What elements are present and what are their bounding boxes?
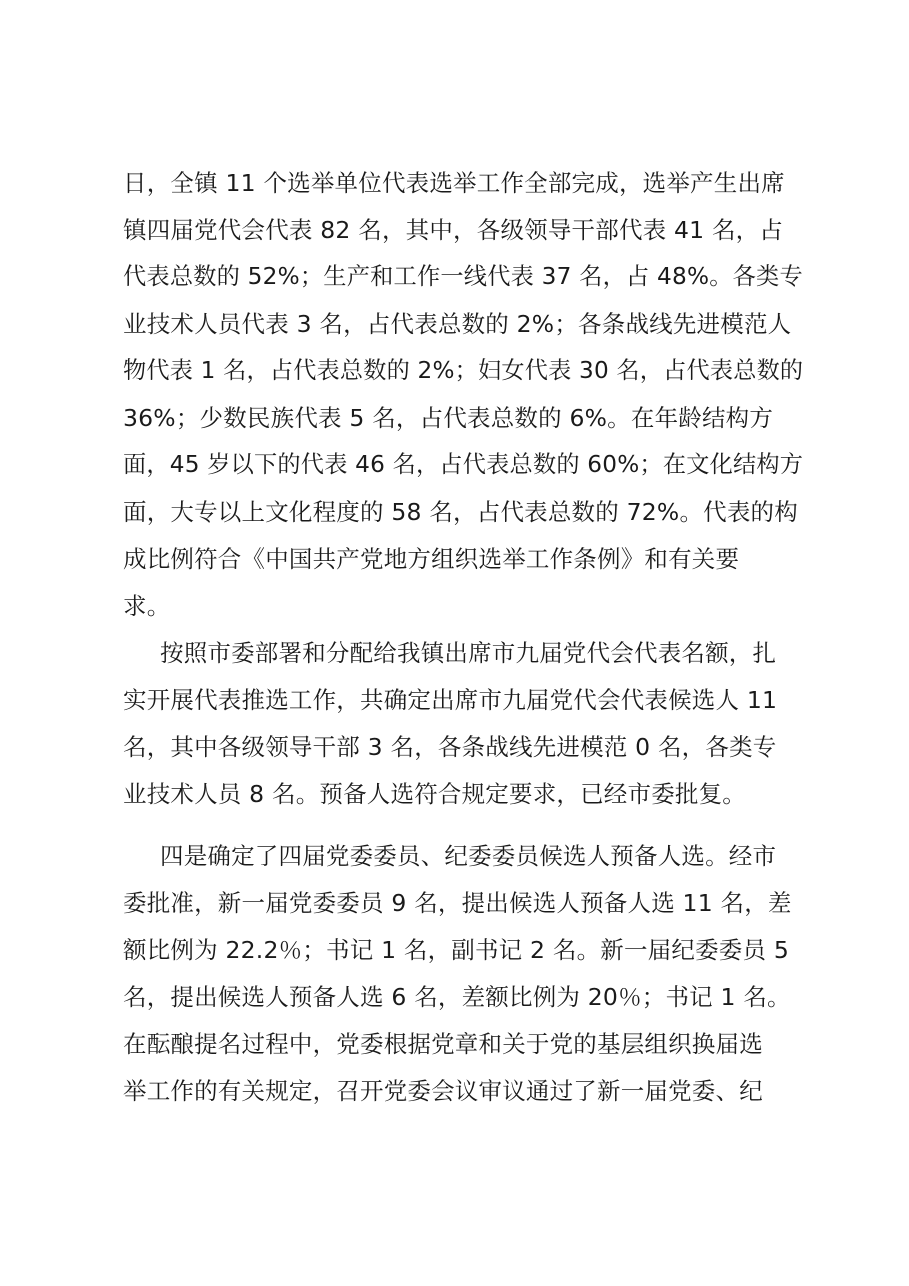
paragraph-1-line-3: 代表总数的 52%；生产和工作一线代表 37 名，占 48%。各类专 bbox=[123, 263, 803, 290]
paragraph-1-line-9: 成比例符合《中国共产党地方组织选举工作条例》和有关要 bbox=[123, 545, 740, 573]
paragraph-1-line-8: 面，大专以上文化程度的 58 名，占代表总数的 72%。代表的构 bbox=[123, 498, 798, 526]
paragraph-3-line-2: 委批准，新一届党委委员 9 名，提出候选人预备人选 11 名，差 bbox=[123, 889, 792, 917]
paragraph-1-line-10: 求。 bbox=[123, 592, 171, 620]
paragraph-2-line-1: 按照市委部署和分配给我镇出席市九届党代会代表名额，扎 bbox=[160, 639, 777, 667]
paragraph-1-line-2: 镇四届党代会代表 82 名，其中，各级领导干部代表 41 名，占 bbox=[123, 216, 784, 244]
paragraph-1-line-5: 物代表 1 名，占代表总数的 2%；妇女代表 30 名，占代表总数的 bbox=[123, 358, 804, 384]
paragraph-3-line-5: 在酝酿提名过程中，党委根据党章和关于党的基层组织换届选 bbox=[123, 1030, 763, 1058]
paragraph-2-line-4: 业技术人员 8 名。预备人选符合规定要求，已经市委批复。 bbox=[123, 780, 746, 808]
paragraph-2-line-3: 名，其中各级领导干部 3 名，各条战线先进模范 0 名，各类专 bbox=[123, 733, 777, 761]
paragraph-2-line-2: 实开展代表推选工作，共确定出席市九届党代会代表候选人 11 bbox=[123, 686, 778, 714]
paragraph-3-line-6: 举工作的有关规定，召开党委会议审议通过了新一届党委、纪 bbox=[123, 1077, 763, 1105]
paragraph-1-line-1: 日，全镇 11 个选举单位代表选举工作全部完成，选举产生出席 bbox=[123, 169, 785, 197]
paragraph-1-line-7: 面，45 岁以下的代表 46 名，占代表总数的 60%；在文化结构方 bbox=[123, 451, 804, 478]
paragraph-3-line-4: 名，提出候选人预备人选 6 名，差额比例为 20％；书记 1 名。 bbox=[123, 983, 791, 1011]
paragraph-3-line-3: 额比例为 22.2％；书记 1 名，副书记 2 名。新一届纪委委员 5 bbox=[123, 936, 789, 964]
paragraph-3-line-1: 四是确定了四届党委委员、纪委委员候选人预备人选。经市 bbox=[160, 842, 777, 870]
paragraph-1-line-4: 业技术人员代表 3 名，占代表总数的 2%；各条战线先进模范人 bbox=[123, 310, 792, 338]
paragraph-1-line-6: 36%；少数民族代表 5 名，占代表总数的 6%。在年龄结构方 bbox=[123, 404, 774, 432]
